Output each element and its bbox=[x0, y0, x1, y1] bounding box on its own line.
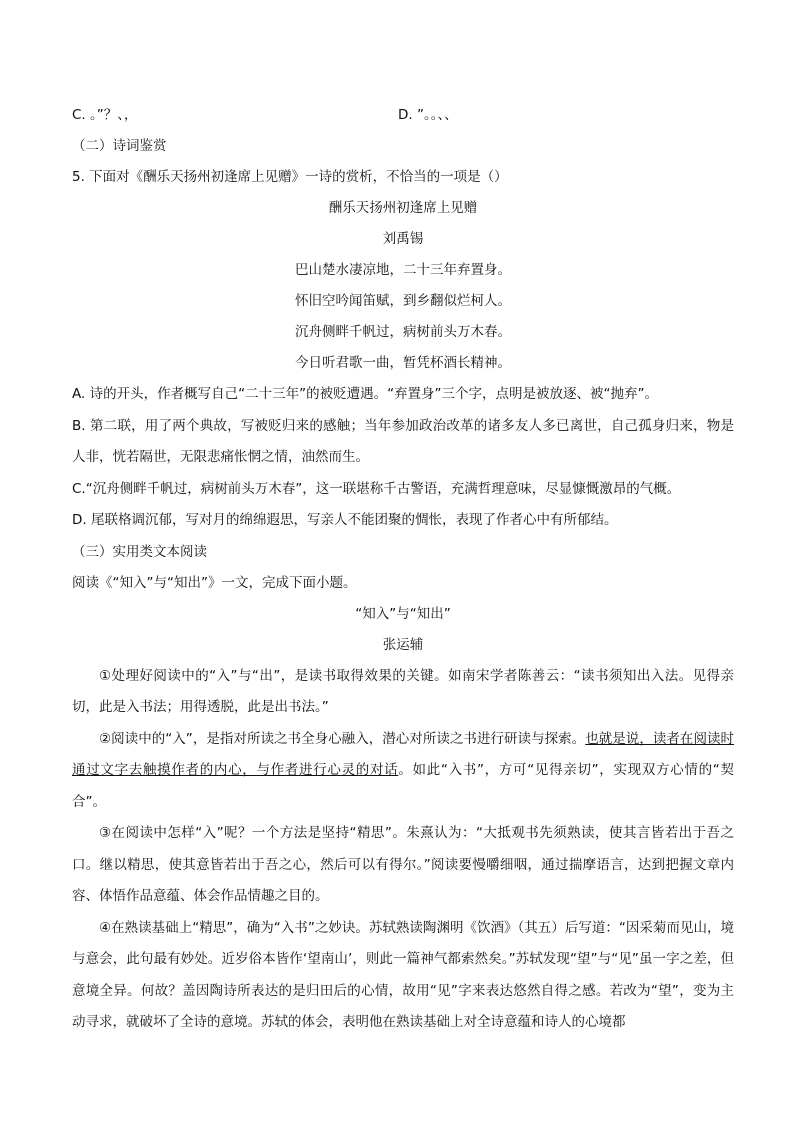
section-heading-practical: （三）实用类文本阅读 bbox=[72, 543, 207, 560]
poem-line-3: 沉舟侧畔千帆过，病树前头万木春。 bbox=[295, 324, 511, 340]
option-c: C.“沉舟侧畔千帆过，病树前头万木春”，这一联堪称千古警语，充满哲理意味，尽显慷慨激昂的气概。 bbox=[72, 480, 681, 497]
article-paragraph-4: ④在熟读基础上“精思”，确为“入书”之妙诀。苏轼熟读陶渊明《饮酒》（其五）后写道：“因采菊而见山，境与意会，此句最有妙处。近岁俗本皆作‘望南山’，则此一篇神气都索然矣。”苏轼发现“望”与“见”虽一字之差，但意境全异。何故？盖因陶诗所表达的是归田后的心情，故用“见”字来表达悠然自得之感。若改为“望”，变为主动寻求，就破坏了全诗的意境。苏轼的体会，表明他在熟读基础上对全诗意蕴和诗人的心境都 bbox=[72, 919, 734, 1030]
poem-line-4: 今日听君歌一曲，暂凭杯酒长精神。 bbox=[295, 355, 511, 371]
option-a: A. 诗的开头，作者概写自己“二十三年”的被贬遭遇。“弃置身”三个字，点明是被放逐、被“抛弃”。 bbox=[72, 386, 659, 402]
paragraph-2-text-after: 。如此“入书”，方可“见得亲切”，实现双方心情的“契合”。 bbox=[72, 762, 734, 810]
poem-author: 刘禹锡 bbox=[382, 231, 424, 247]
paragraph-2-underlined-text: 也就是说，读者在阅读时通过文字去触摸作者的内心，与作者进行心灵的对话 bbox=[72, 730, 735, 778]
article-paragraph-3: ③在阅读中怎样“入”呢？一个方法是坚持“精思”。朱熹认为：“大抵观书先须熟读，使其言皆若出于吾之口。继以精思，使其意皆若出于吾之心，然后可以有得尔。”阅读要慢嚼细咽，通过揣摩语言，达到把握文章内容、体悟作品意蕴、体会作品情趣之目的。 bbox=[72, 825, 734, 904]
question-5: 5. 下面对《酬乐天扬州初逢席上见赠》一诗的赏析，不恰当的一项是（） bbox=[72, 169, 508, 185]
section-heading-poetry: （二）诗词鉴赏 bbox=[72, 138, 167, 154]
document-content bbox=[72, 100, 734, 1039]
poem-line-1: 巴山楚水凄凉地，二十三年弃置身。 bbox=[295, 262, 511, 278]
reading-instruction: 阅读《“知入”与“知出”》一文，完成下面小题。 bbox=[72, 574, 357, 591]
poem-line-2: 怀旧空吟闻笛赋，到乡翻似烂柯人。 bbox=[295, 293, 511, 309]
article-paragraph-1: ①处理好阅读中的“入”与“出”，是读书取得效果的关键。如南宋学者陈善云：“读书须知出入法。见得亲切，此是入书法；用得透脱，此是出书法。” bbox=[72, 667, 734, 715]
poem-title: 酬乐天扬州初逢席上见赠 bbox=[328, 200, 478, 216]
option-d: D. 尾联格调沉郁，写对月的绵绵遐思，写亲人不能团聚的惆怅，表现了作者心中有所郁结。 bbox=[72, 512, 618, 528]
option-b: B. 第二联，用了两个典故，写被贬归来的感触；当年参加政治改革的诸多友人多已离世，自己孤身归来，物是人非，恍若隔世，无限悲痛怅惘之情，油然而生。 bbox=[72, 417, 734, 465]
article-paragraph-2 bbox=[72, 724, 734, 819]
option-c-previous: C. 。”？、， bbox=[72, 107, 138, 123]
option-d-previous: D. ”。。、、 bbox=[398, 107, 458, 123]
paragraph-2-text-before: ②阅读中的“入”，是指对所读之书全身心融入，潜心对所读之书进行研读与探索。 bbox=[99, 730, 586, 747]
previous-options-row bbox=[72, 100, 734, 131]
article-title: “知入”与“知出” bbox=[355, 605, 451, 622]
article-author: 张运辅 bbox=[382, 636, 424, 653]
